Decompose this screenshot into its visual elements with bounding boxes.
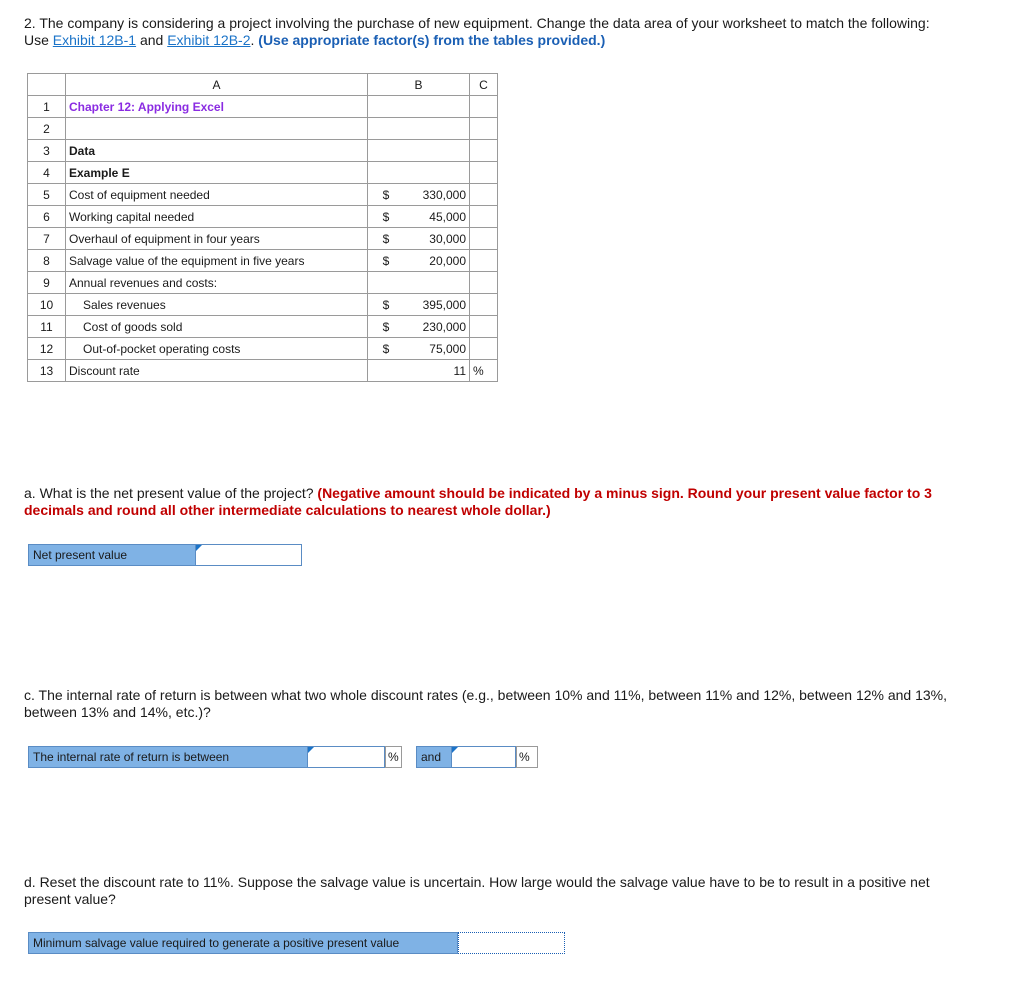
col-header-b: B xyxy=(368,74,470,96)
sheet-row xyxy=(28,162,498,184)
spreadsheet xyxy=(27,73,498,382)
cell-b-value-text: 230,000 xyxy=(422,319,466,334)
cell-c xyxy=(470,338,498,360)
cell-b-currency xyxy=(368,316,405,338)
cell-b-value xyxy=(404,228,470,250)
cell-c xyxy=(470,206,498,228)
row-number xyxy=(28,316,66,338)
part-a-question xyxy=(24,485,954,519)
sheet-row xyxy=(28,294,498,316)
cell-a xyxy=(66,96,368,118)
cell-b-value xyxy=(404,316,470,338)
row-number xyxy=(28,140,66,162)
corner-cell xyxy=(28,74,66,96)
irr-upper-pct: % xyxy=(516,746,538,768)
sheet-row xyxy=(28,184,498,206)
cell-a xyxy=(66,184,368,206)
cell-a xyxy=(66,316,368,338)
row-number xyxy=(28,206,66,228)
cell-a-text: Cost of goods sold xyxy=(83,319,183,334)
sheet-row xyxy=(28,96,498,118)
row-number-text: 7 xyxy=(43,231,50,246)
cell-c xyxy=(470,96,498,118)
col-header-c: C xyxy=(470,74,498,96)
cell-b-value-text: 330,000 xyxy=(422,187,466,202)
row-number-text: 3 xyxy=(43,143,50,158)
row-number xyxy=(28,162,66,184)
cell-a xyxy=(66,228,368,250)
row-number-text: 5 xyxy=(43,187,50,202)
cell-b-currency-text: $ xyxy=(382,231,390,246)
cell-b-value xyxy=(404,250,470,272)
cell-b-currency xyxy=(368,184,405,206)
cell-b-value xyxy=(404,118,470,140)
cell-c xyxy=(470,272,498,294)
cell-b-value xyxy=(404,96,470,118)
irr-lower-input[interactable] xyxy=(307,746,385,768)
intro-instruction: (Use appropriate factor(s) from the tables provided.) xyxy=(258,32,606,48)
cell-b-currency xyxy=(368,96,405,118)
sheet-row xyxy=(28,228,498,250)
irr-lower-pct: % xyxy=(385,746,402,768)
cell-b-currency xyxy=(368,272,405,294)
cell-b-value xyxy=(404,184,470,206)
sheet-row xyxy=(28,338,498,360)
cell-c-text: % xyxy=(473,363,484,378)
row-number xyxy=(28,118,66,140)
cell-c xyxy=(470,162,498,184)
cell-b-currency xyxy=(368,162,405,184)
sheet-row xyxy=(28,140,498,162)
cell-b-currency xyxy=(368,294,405,316)
cell-a-text: Out-of-pocket operating costs xyxy=(83,341,241,356)
cell-b-value-text: 30,000 xyxy=(429,231,466,246)
cell-b-value xyxy=(404,338,470,360)
row-number xyxy=(28,338,66,360)
npv-input[interactable] xyxy=(195,544,302,566)
row-number-text: 12 xyxy=(39,341,54,356)
cell-a xyxy=(66,162,368,184)
part-c-question: c. The internal rate of return is between what two whole discount rates (e.g., between 10% and 11%, between 11% and 12%, between 12% and 13%, between 13% and 14%, etc.)? xyxy=(24,687,948,720)
intro-text xyxy=(24,15,954,49)
cell-b-currency-text: $ xyxy=(382,297,390,312)
cell-a-text: Sales revenues xyxy=(83,297,166,312)
row-number-text: 2 xyxy=(43,121,50,136)
cell-a xyxy=(66,294,368,316)
row-number xyxy=(28,96,66,118)
intro-dot: . xyxy=(250,32,259,48)
cell-c xyxy=(470,118,498,140)
cell-b-value xyxy=(404,294,470,316)
cell-a xyxy=(66,140,368,162)
row-number-text: 1 xyxy=(43,99,50,114)
cell-a xyxy=(66,338,368,360)
irr-upper-input[interactable] xyxy=(451,746,516,768)
row-number-text: 4 xyxy=(43,165,50,180)
row-number xyxy=(28,272,66,294)
cell-a-text: Working capital needed xyxy=(69,209,195,224)
min-salvage-input[interactable] xyxy=(458,932,565,954)
cell-b-currency-text: $ xyxy=(382,319,390,334)
column-header-row xyxy=(28,74,498,96)
cell-c xyxy=(470,316,498,338)
intro-prefix: 2. The company is considering a project involving the purchase of new equipment. Change the data area of your worksheet to match the following: Use xyxy=(24,15,930,48)
cell-b-currency-text: $ xyxy=(382,187,390,202)
exhibit-12b-1-link[interactable]: Exhibit 12B-1 xyxy=(52,32,137,48)
sheet-row xyxy=(28,272,498,294)
sheet-row xyxy=(28,250,498,272)
row-number-text: 10 xyxy=(39,297,54,312)
min-salvage-label: Minimum salvage value required to generate a positive present value xyxy=(28,932,458,954)
cell-a-text: Cost of equipment needed xyxy=(69,187,210,202)
cell-b-value-text: 395,000 xyxy=(422,297,466,312)
row-number xyxy=(28,360,66,382)
cell-b-currency xyxy=(368,360,405,382)
sheet-row xyxy=(28,316,498,338)
cell-a xyxy=(66,206,368,228)
part-a-instruction: (Negative amount should be indicated by a minus sign. Round your present value factor to 3 decimals and round all other intermediate calculations to nearest whole dollar.) xyxy=(24,485,932,518)
cell-b-value xyxy=(404,162,470,184)
cell-c xyxy=(470,294,498,316)
cell-a xyxy=(66,250,368,272)
cell-b-currency-text: $ xyxy=(382,253,390,268)
row-number-text: 11 xyxy=(40,319,53,334)
cell-b-currency-text: $ xyxy=(382,341,390,356)
row-number xyxy=(28,294,66,316)
sheet-row xyxy=(28,206,498,228)
row-number xyxy=(28,228,66,250)
cell-b-currency xyxy=(368,338,405,360)
exhibit-12b-2-link[interactable]: Exhibit 12B-2 xyxy=(167,32,251,48)
cell-b-currency xyxy=(368,228,405,250)
cell-b-currency xyxy=(368,250,405,272)
sheet-row xyxy=(28,360,498,382)
cell-c xyxy=(470,228,498,250)
col-header-a: A xyxy=(66,74,368,96)
cell-b-value xyxy=(404,360,470,382)
cell-b-value-text: 11 xyxy=(453,363,466,378)
cell-a-text: Data xyxy=(69,143,96,158)
cell-a-text: Chapter 12: Applying Excel xyxy=(69,99,224,114)
cell-a-text: Annual revenues and costs: xyxy=(69,275,218,290)
cell-a-text: Example E xyxy=(69,165,130,180)
row-number xyxy=(28,184,66,206)
cell-b-currency xyxy=(368,118,405,140)
cell-a-text: Overhaul of equipment in four years xyxy=(69,231,260,246)
cell-a xyxy=(66,118,368,140)
cell-b-currency xyxy=(368,206,405,228)
part-a-prompt: a. What is the net present value of the project? xyxy=(24,485,318,501)
cell-b-currency xyxy=(368,140,405,162)
cell-a xyxy=(66,272,368,294)
cell-c xyxy=(470,184,498,206)
npv-label: Net present value xyxy=(28,544,196,566)
cell-b-value-text: 20,000 xyxy=(429,253,466,268)
intro-mid: and xyxy=(136,32,168,48)
cell-a xyxy=(66,360,368,382)
cell-a-text: Salvage value of the equipment in five years xyxy=(69,253,305,268)
cell-b-currency-text: $ xyxy=(382,209,390,224)
cell-c xyxy=(470,250,498,272)
cell-b-value xyxy=(404,272,470,294)
cell-a-text: Discount rate xyxy=(69,363,140,378)
cell-b-value-text: 75,000 xyxy=(429,341,466,356)
row-number xyxy=(28,250,66,272)
cell-c xyxy=(470,140,498,162)
cell-b-value xyxy=(404,206,470,228)
cell-b-value-text: 45,000 xyxy=(429,209,466,224)
part-d-question: d. Reset the discount rate to 11%. Suppose the salvage value is uncertain. How large would the salvage value have to be to result in a positive net present value? xyxy=(24,874,930,907)
irr-and-label: and xyxy=(416,746,452,768)
sheet-row xyxy=(28,118,498,140)
irr-label: The internal rate of return is between xyxy=(28,746,308,768)
row-number-text: 13 xyxy=(39,363,54,378)
row-number-text: 9 xyxy=(43,275,50,290)
row-number-text: 8 xyxy=(43,253,50,268)
cell-b-value xyxy=(404,140,470,162)
cell-c xyxy=(470,360,498,382)
row-number-text: 6 xyxy=(43,209,50,224)
